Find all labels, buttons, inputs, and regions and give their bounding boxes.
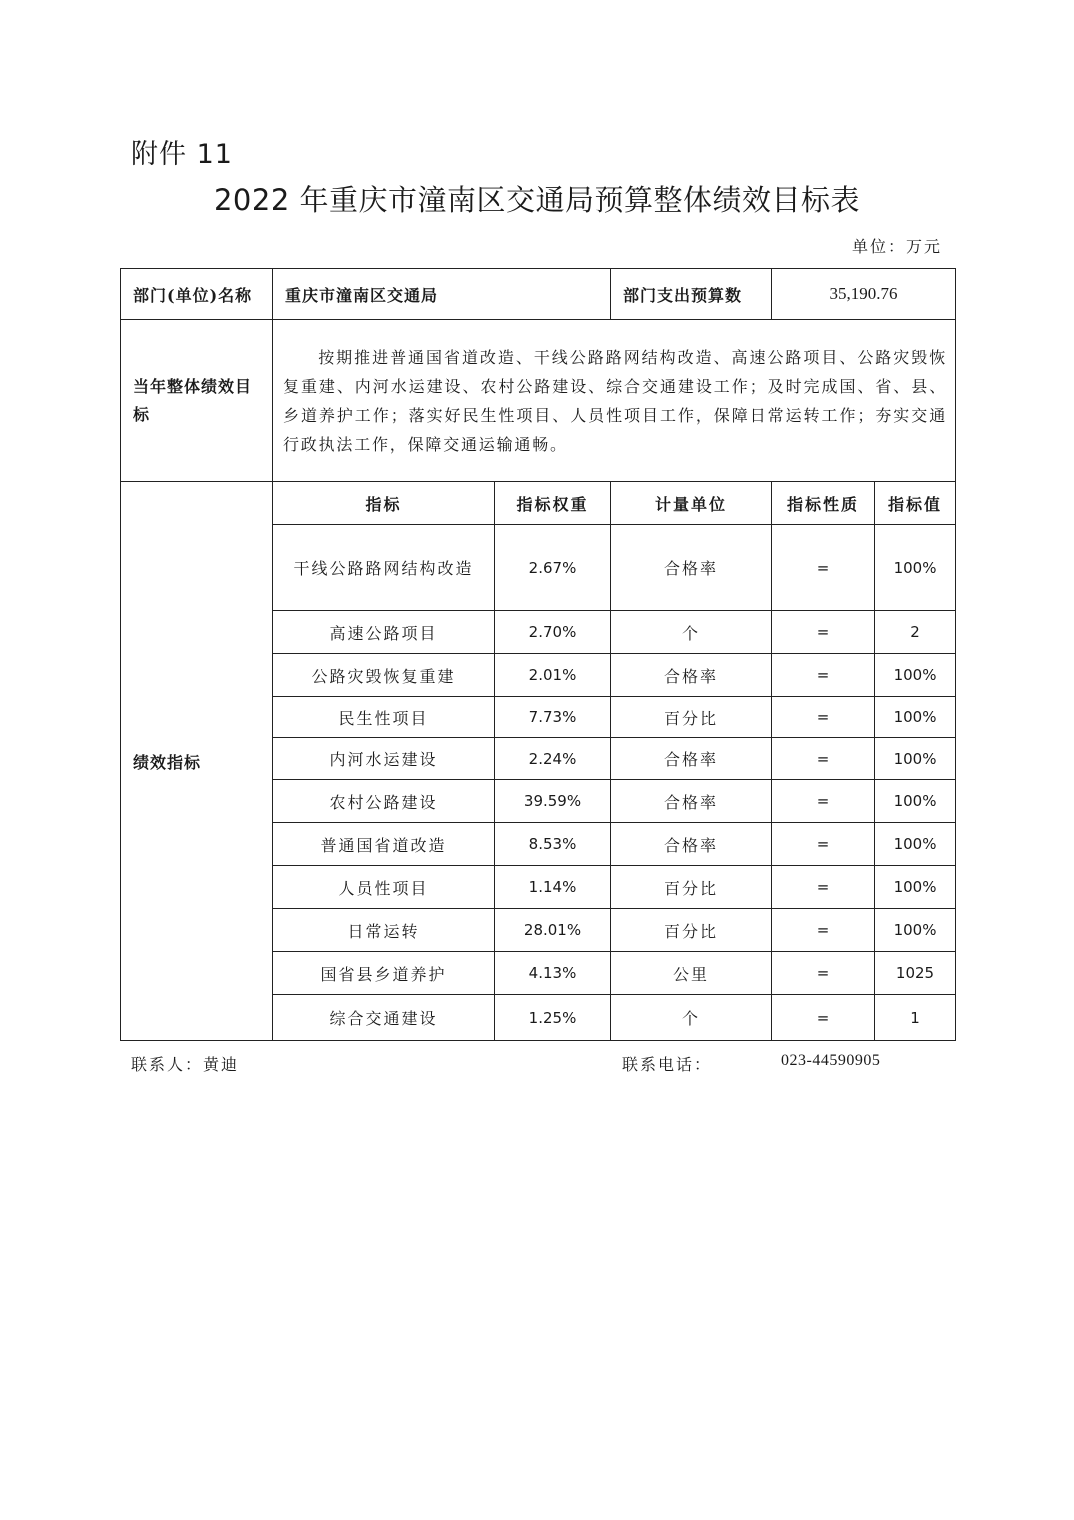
indicator-nature: = <box>772 738 875 780</box>
indicator-nature: = <box>772 995 875 1041</box>
budget-label: 部门支出预算数 <box>611 269 772 320</box>
indicator-value: 100% <box>875 525 956 611</box>
indicator-unit: 百分比 <box>611 866 772 909</box>
indicator-value: 2 <box>875 611 956 654</box>
page-title: 2022 年重庆市潼南区交通局预算整体绩效目标表 <box>213 183 861 217</box>
indicator-value: 100% <box>875 866 956 909</box>
dept-label: 部门(单位)名称 <box>121 269 273 320</box>
column-header-nature: 指标性质 <box>772 482 875 525</box>
indicator-name: 综合交通建设 <box>273 995 495 1041</box>
indicator-value: 100% <box>875 909 956 952</box>
indicator-unit: 合格率 <box>611 654 772 697</box>
indicator-nature: = <box>772 780 875 823</box>
indicator-nature: = <box>772 611 875 654</box>
column-header-unit: 计量单位 <box>611 482 772 525</box>
goal-label: 当年整体绩效目标 <box>121 320 273 482</box>
indicator-nature: = <box>772 952 875 995</box>
indicator-unit: 百分比 <box>611 697 772 738</box>
header-row <box>121 269 956 320</box>
indicator-name: 内河水运建设 <box>273 738 495 780</box>
indicator-name: 国省县乡道养护 <box>273 952 495 995</box>
phone-number: 023-44590905 <box>781 1052 881 1069</box>
contact-person: 联系人：黄迪 <box>131 1055 240 1074</box>
indicator-weight: 1.14% <box>495 866 611 909</box>
indicator-unit: 合格率 <box>611 738 772 780</box>
indicator-weight: 4.13% <box>495 952 611 995</box>
indicator-weight: 2.67% <box>495 525 611 611</box>
indicator-unit: 个 <box>611 995 772 1041</box>
indicator-nature: = <box>772 823 875 866</box>
indicator-weight: 1.25% <box>495 995 611 1041</box>
indicator-name: 高速公路项目 <box>273 611 495 654</box>
indicator-weight: 39.59% <box>495 780 611 823</box>
indicator-nature: = <box>772 525 875 611</box>
indicator-value: 100% <box>875 738 956 780</box>
indicator-section-label: 绩效指标 <box>121 482 273 1041</box>
indicator-nature: = <box>772 654 875 697</box>
indicator-column-header-row <box>121 482 956 525</box>
indicator-value: 100% <box>875 780 956 823</box>
indicator-name: 干线公路路网结构改造 <box>273 525 495 611</box>
indicator-value: 1025 <box>875 952 956 995</box>
attachment-label: 附件 11 <box>131 139 233 170</box>
indicator-name: 普通国省道改造 <box>273 823 495 866</box>
indicator-nature: = <box>772 866 875 909</box>
indicator-weight: 2.70% <box>495 611 611 654</box>
performance-table <box>120 268 956 1041</box>
indicator-name: 人员性项目 <box>273 866 495 909</box>
indicator-name: 农村公路建设 <box>273 780 495 823</box>
indicator-weight: 7.73% <box>495 697 611 738</box>
unit-label: 单位：万元 <box>851 237 942 256</box>
budget-value: 35,190.76 <box>772 269 956 320</box>
indicator-unit: 公里 <box>611 952 772 995</box>
indicator-name: 公路灾毁恢复重建 <box>273 654 495 697</box>
column-header-weight: 指标权重 <box>495 482 611 525</box>
indicator-value: 100% <box>875 697 956 738</box>
indicator-value: 1 <box>875 995 956 1041</box>
indicator-unit: 合格率 <box>611 823 772 866</box>
goal-text: 按期推进普通国省道改造、干线公路路网结构改造、高速公路项目、公路灾毁恢复重建、内河水运建设、农村公路建设、综合交通建设工作；及时完成国、省、县、乡道养护工作；落实好民生性项目、人员性项目工作，保障日常运转工作；夯实交通行政执法工作，保障交通运输通畅。 <box>273 320 956 482</box>
indicator-value: 100% <box>875 823 956 866</box>
indicator-unit: 合格率 <box>611 525 772 611</box>
column-header-value: 指标值 <box>875 482 956 525</box>
dept-value: 重庆市潼南区交通局 <box>273 269 611 320</box>
phone-label: 联系电话： <box>622 1055 713 1074</box>
indicator-weight: 8.53% <box>495 823 611 866</box>
indicator-weight: 2.24% <box>495 738 611 780</box>
indicator-name: 民生性项目 <box>273 697 495 738</box>
indicator-name: 日常运转 <box>273 909 495 952</box>
indicator-weight: 2.01% <box>495 654 611 697</box>
indicator-nature: = <box>772 697 875 738</box>
column-header-indicator: 指标 <box>273 482 495 525</box>
goal-row <box>121 320 956 482</box>
indicator-unit: 个 <box>611 611 772 654</box>
indicator-unit: 合格率 <box>611 780 772 823</box>
indicator-nature: = <box>772 909 875 952</box>
indicator-unit: 百分比 <box>611 909 772 952</box>
indicator-weight: 28.01% <box>495 909 611 952</box>
indicator-value: 100% <box>875 654 956 697</box>
